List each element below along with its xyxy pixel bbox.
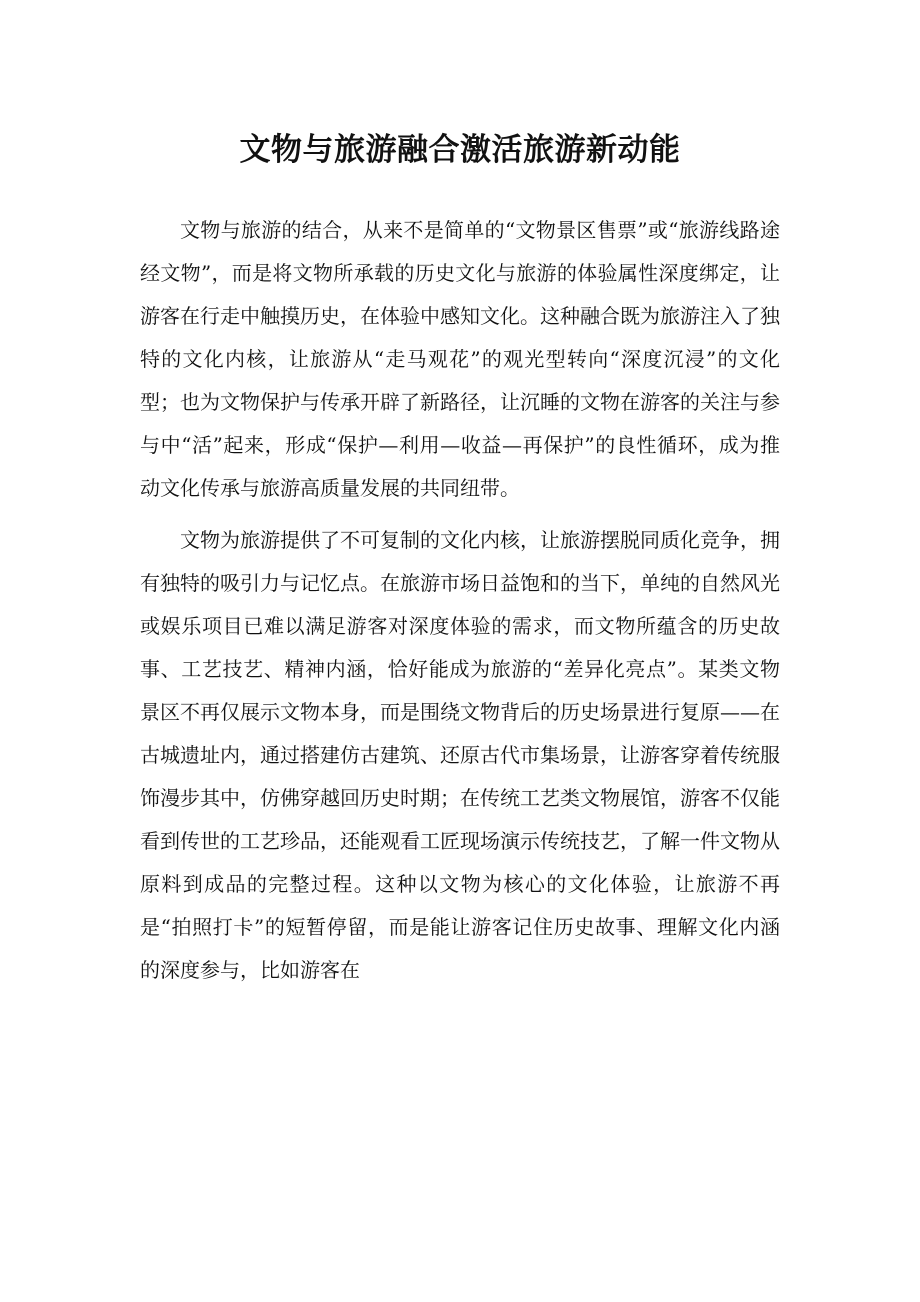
page-title: 文物与旅游融合激活旅游新动能 — [239, 132, 681, 168]
paragraph-1: 文物与旅游的结合，从来不是简单的“文物景区售票”或“旅游线路途经文物”，而是将文物所承载的历史文化与旅游的体验属性深度绑定，让游客在行走中触摸历史，在体验中感知文化。这种融合既为旅游注入了独特的文化内核，让旅游从“走马观花”的观光型转向“深度沉浸”的文化型；也为文物保护与传承开辟了新路径，让沉睡的文物在游客的关注与参与中“活”起来，形成“保护—利用—收益—再保护”的良性循环，成为推动文化传承与旅游高质量发展的共同纽带。 — [140, 218, 780, 500]
article-body — [140, 209, 780, 1001]
paragraph-2: 文物为旅游提供了不可复制的文化内核，让旅游摆脱同质化竞争，拥有独特的吸引力与记忆点。在旅游市场日益饱和的当下，单纯的自然风光或娱乐项目已难以满足游客对深度体验的需求，而文物所蕴含的历史故事、工艺技艺、精神内涵，恰好能成为旅游的“差异化亮点”。某类文物景区不再仅展示文物本身，而是围绕文物背后的历史场景进行复原——在古城遗址内，通过搭建仿古建筑、还原古代市集场景，让游客穿着传统服饰漫步其中，仿佛穿越回历史时期；在传统工艺类文物展馆，游客不仅能看到传世的工艺珍品，还能观看工匠现场演示传统技艺，了解一件文物从原料到成品的完整过程。这种以文物为核心的文化体验，让旅游不再是“拍照打卡”的短暂停留，而是能让游客记住历史故事、理解文化内涵的深度参与，比如游客在 — [140, 528, 780, 982]
